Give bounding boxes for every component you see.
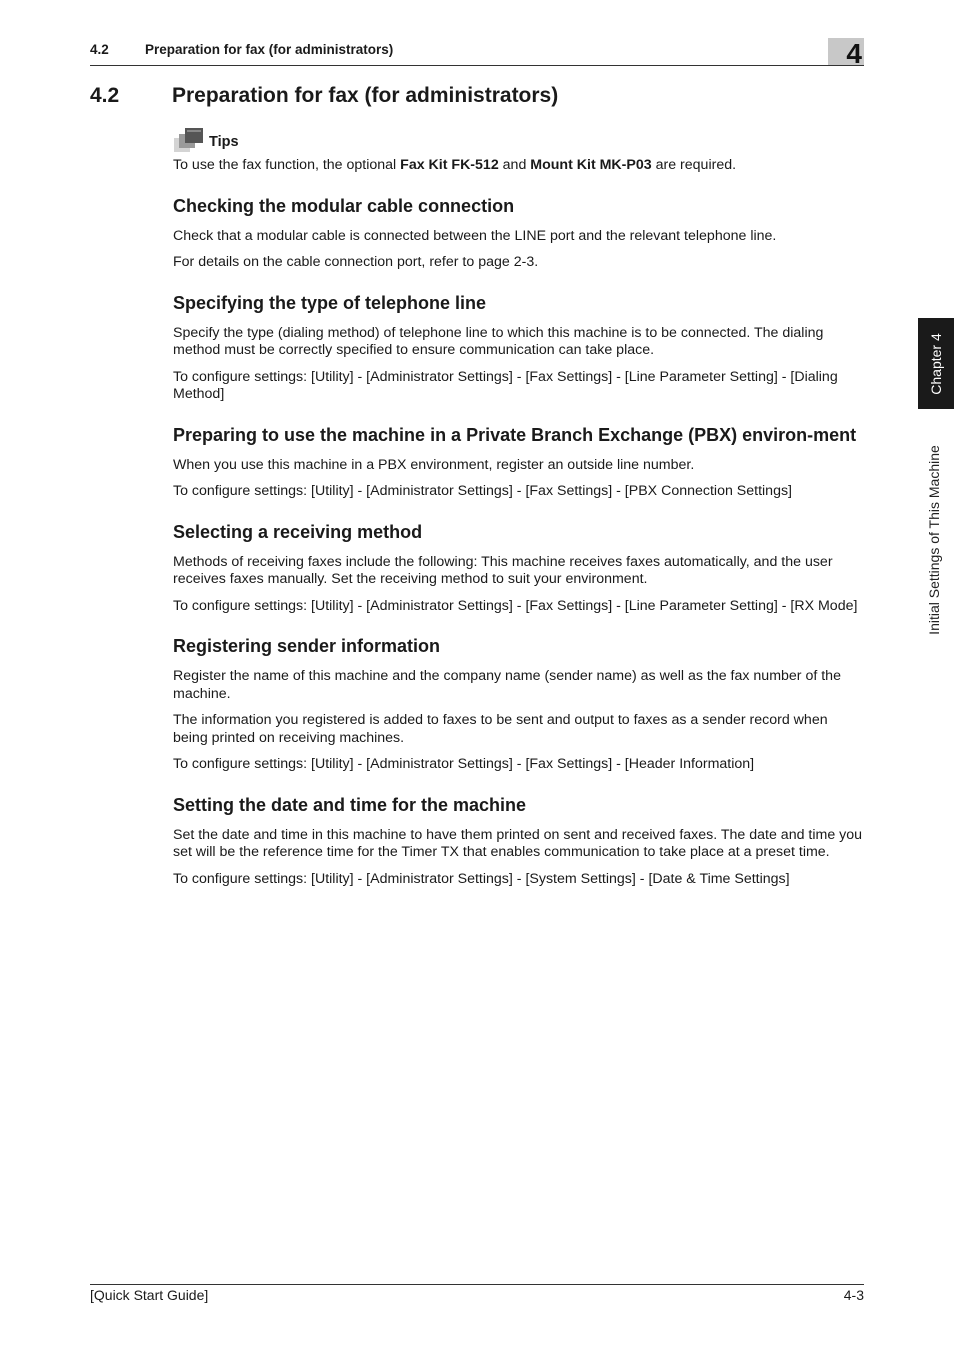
page-number: 4-3	[843, 1287, 864, 1303]
paragraph: To configure settings: [Utility] - [Administrator Settings] - [Fax Settings] - [PBX Connection Settings]	[173, 483, 792, 499]
section-heading-telephone-line: Specifying the type of telephone line	[173, 292, 487, 313]
paragraph: Set the date and time in this machine to have them printed on sent and received faxes. The date and time you set will be the reference time for the Timer TX that enables communication to take place at a preset time.	[173, 826, 863, 860]
paragraph: To configure settings: [Utility] - [Administrator Settings] - [Fax Settings] - [Line Parameter Setting] - [RX Mode]	[173, 597, 858, 614]
main-content	[173, 157, 865, 897]
tips-text-part: and	[498, 157, 531, 173]
paragraph: The information you registered is added to faxes to be sent and output to faxes as a sender record when being printed on receiving machines.	[173, 712, 828, 746]
tips-text-part: are required.	[651, 157, 737, 173]
chapter-number-box	[828, 38, 864, 69]
section-heading-pbx: Preparing to use the machine in a Private Branch Exchange (PBX) environ-ment	[173, 424, 857, 445]
paragraph: Specify the type (dialing method) of telephone line to which this machine is to be connected. The dialing method must be correctly specified to ensure communication can take place.	[173, 324, 824, 358]
header-section-number: 4.2	[90, 42, 109, 57]
tips-label: Tips	[209, 134, 239, 150]
mount-kit-name: Mount Kit MK-P03	[530, 157, 652, 173]
page-footer	[90, 1284, 864, 1303]
section-heading-date-time: Setting the date and time for the machine	[173, 794, 527, 815]
header-section-title: Preparation for fax (for administrators)	[145, 42, 394, 57]
chapter-tab-label: Chapter 4	[928, 332, 944, 395]
tips-text-part: To use the fax function, the optional	[173, 157, 401, 173]
paragraph: To configure settings: [Utility] - [Administrator Settings] - [Fax Settings] - [Line Parameter Setting] - [Dialing Method]	[173, 368, 838, 402]
tips-icon	[173, 126, 207, 156]
tips-text	[173, 157, 865, 175]
section-heading-modular-cable: Checking the modular cable connection	[173, 195, 515, 216]
fax-kit-name: Fax Kit FK-512	[400, 157, 499, 173]
chapter-number: 4	[846, 38, 862, 69]
paragraph: For details on the cable connection port, refer to page 2-3.	[173, 254, 539, 270]
paragraph: To configure settings: [Utility] - [Administrator Settings] - [Fax Settings] - [Header Information]	[173, 756, 755, 772]
paragraph: Register the name of this machine and the company name (sender name) as well as the fax number of the machine.	[173, 668, 841, 702]
footer-guide-title: [Quick Start Guide]	[90, 1287, 209, 1303]
paragraph: To configure settings: [Utility] - [Administrator Settings] - [System Settings] - [Date & Time Settings]	[173, 870, 790, 887]
running-header	[90, 38, 864, 69]
paragraph: Methods of receiving faxes include the following: This machine receives faxes automatically, and the user receives faxes manually. Set the receiving method to suit your environment.	[173, 553, 833, 587]
section-heading-sender-info: Registering sender information	[173, 636, 441, 656]
page-title	[90, 84, 558, 108]
chapter-side-title: Initial Settings of This Machine	[926, 445, 942, 635]
paragraph: When you use this machine in a PBX environment, register an outside line number.	[173, 456, 695, 473]
paragraph: Check that a modular cable is connected between the LINE port and the relevant telephone line.	[173, 227, 777, 244]
page-title-number: 4.2	[90, 84, 120, 107]
chapter-side-tab	[918, 318, 954, 409]
section-heading-receiving-method: Selecting a receiving method	[173, 521, 423, 542]
page-title-text: Preparation for fax (for administrators)	[172, 84, 559, 107]
